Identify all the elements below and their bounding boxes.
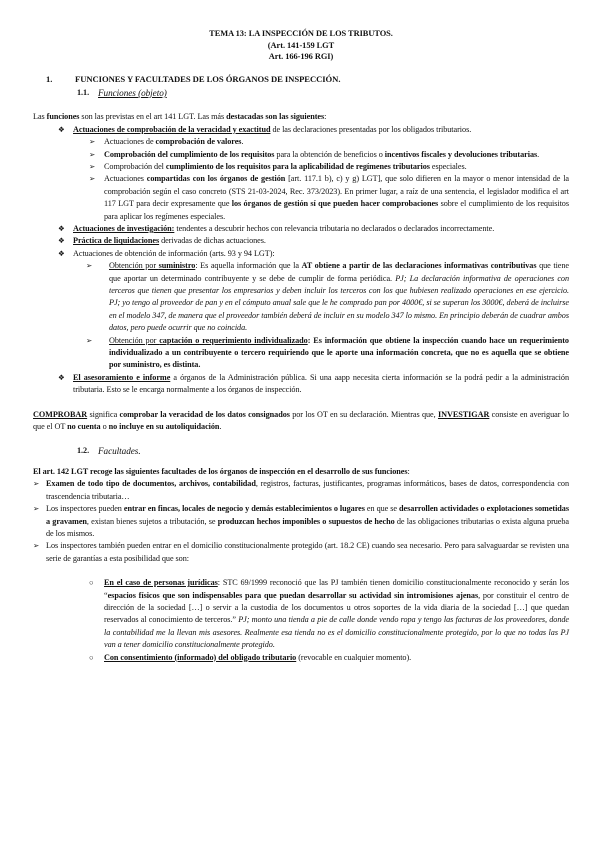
diamond-bullet-icon: ❖ [58, 236, 65, 246]
list-item: ❖ Actuaciones de comprobación de la veracidad y exactitud de las declaraciones presentadas por los obligados tributarios. [33, 124, 569, 136]
subsection-heading [33, 87, 569, 99]
list-item: ➢ Obtención por captación o requerimiento individualizado: Es información que obtiene la inspección cuando hace un requerimiento individualizado a un contribuyente o tercero requiriendo que le aporte una información concreta, que no es aquella que se obtiene por suministro, es distinta. [86, 335, 569, 370]
circle-bullet-icon: ○ [89, 578, 94, 588]
faculties-intro: El art. 142 LGT recoge las siguientes facultades de los órganos de inspección en el desarrollo de sus funciones: [33, 466, 410, 476]
list-item: ○ En el caso de personas jurídicas: STC 69/1999 reconoció que las PJ también tienen domicilio constitucionalmente reconocido y serán los “espacios físicos que son indispensables para que puedan desarrollar su actividad sin intromisiones ajenas, por constituir el centro de dirección de la sociedad […] o servir a la custodia de los documentos u otros soportes de la vida diaria de la sociedad […] que quedan reservados al conocimiento de terceros.” PJ; monto una tienda a pie de calle donde vendo ropa y tengo las facturas de los proveedores, donde la contabilidad me la llevan mis asesores. Realmente esa tienda no es el domicilio constitucionalmente protegido, por lo que no todas las PJ van a tener domicilio constitucionalmente protegido. [89, 578, 570, 650]
arrow-bullet-icon: ➢ [89, 149, 96, 159]
subsection-number: 1.1. [77, 87, 90, 97]
arrow-bullet-icon: ➢ [89, 137, 96, 147]
list-item: ➢ Obtención por suministro: Es aquella información que la AT obtiene a partir de las declaraciones informativas contributivas que tiene que aportar un determinado contribuyente y se debe de cumplir de forma periódica. PJ; La declaración informativa de operaciones con terceros que tienen que presentar los empresarios y deben incluir los terceros con los que hubiesen realizado operaciones en ese ejercicio. PJ; yo tengo al proveedor de pan y en el cómputo anual sale que le he comprado pan por 4000€, si se superan los 3000€, deberá de incluirse en el modelo 347, de manera que el proveedor también deberá de incluir en su modelo 347 lo mismo. En principio deberán de cuadrar ambos datos, pero puede ocurrir que no coincida. [86, 261, 570, 333]
subsection-number: 1.2. [77, 446, 90, 456]
arrow-bullet-icon: ➢ [33, 541, 40, 551]
diamond-bullet-icon: ❖ [58, 248, 65, 258]
list-item: ❖ Actuaciones de obtención de información (arts. 93 y 94 LGT): [33, 248, 569, 260]
subsection-heading [33, 445, 569, 457]
circle-bullet-icon: ○ [89, 652, 94, 662]
list-item: ➢ Los inspectores pueden entrar en fincas, locales de negocio y demás establecimientos o lugares en que se desarrollen actividades o explotaciones sometidas a gravamen, existan bienes sujetos a tributación, se produzcan hechos imponibles o supuestos de hecho de las obligaciones tributarias o exista alguna prueba de los mismos. [33, 504, 569, 538]
list-item: ➢ Comprobación del cumplimiento de los requisitos para la aplicabilidad de regímenes tributarios especiales. [33, 161, 569, 173]
section-title: FUNCIONES Y FACULTADES DE LOS ÓRGANOS DE INSPECCIÓN. [75, 73, 341, 84]
arrow-bullet-icon: ➢ [33, 504, 40, 514]
arrow-bullet-icon: ➢ [89, 174, 96, 184]
list-item: ❖ Práctica de liquidaciones derivadas de dichas actuaciones. [33, 235, 569, 247]
list-item: ❖ Actuaciones de investigación: tendentes a descubrir hechos con relevancia tributaria no declarados o declarados incorrectamente. [33, 223, 569, 235]
subsection-title: Facultades. [98, 446, 141, 457]
title-line: Art. 166-196 RGI) [268, 52, 334, 61]
list-item: ❖ El asesoramiento e informe a órganos de la Administración pública. Si una aapp necesita cierta información se la podrá pedir a la administración tributaria. Esto se le encarga normalmente a los órganos de inspección. [58, 372, 569, 395]
list-item: ○ Con consentimiento (informado) del obligado tributario (revocable en cualquier momento). [33, 652, 569, 664]
arrow-bullet-icon: ➢ [33, 479, 40, 489]
document-title [33, 28, 569, 63]
arrow-bullet-icon: ➢ [86, 261, 93, 271]
diamond-bullet-icon: ❖ [58, 372, 65, 382]
list-item: ➢ Los inspectores también pueden entrar en el domicilio constitucionalmente protegido (art. 18.2 CE) cuando sea necesario. Pero para salvaguardar se revisten una serie de garantías a esta posibilidad que son: [33, 541, 569, 563]
list-item: ➢ Actuaciones de comprobación de valores. [33, 136, 569, 148]
diamond-bullet-icon: ❖ [58, 223, 65, 233]
subsection-title: Funciones (objeto) [98, 87, 167, 98]
section-number: 1. [46, 73, 53, 84]
list-item: ➢ Comprobación del cumplimiento de los requisitos para la obtención de beneficios o incentivos fiscales y devoluciones tributarias. [33, 149, 569, 161]
title-line: (Art. 141-159 LGT [267, 40, 335, 50]
title-line: TEMA 13: LA INSPECCIÓN DE LOS TRIBUTOS. [209, 29, 393, 38]
arrow-bullet-icon: ➢ [86, 335, 93, 345]
compare-paragraph: COMPROBAR significa comprobar la veracidad de los datos consignados por los OT en su declaración. Mientras que, INVESTIGAR consiste en averiguar lo que el OT no cuenta o no incluye en su autoliquidación. [33, 409, 569, 432]
intro-paragraph: Las funciones son las previstas en el art 141 LGT. Las más destacadas son las siguientes: [33, 112, 327, 122]
section-heading [33, 73, 569, 85]
list-item: ➢ Actuaciones compartidas con los órganos de gestión [art. 117.1 b), c) y g) LGT], que solo difieren en la mayor o menor intensidad de la comprobación según el caso concreto (STS 21-03-2024, Rec. 373/2023). En primer lugar, a raíz de una sentencia, el legislador modifica el art 117 LGT para decir expresamente que los órganos de gestión sí que pueden hacer comprobaciones sobre el cumplimiento de los requisitos para aplicar los regímenes especiales. [89, 174, 569, 221]
arrow-bullet-icon: ➢ [89, 161, 96, 171]
diamond-bullet-icon: ❖ [58, 124, 65, 134]
list-item: ➢ Examen de todo tipo de documentos, archivos, contabilidad, registros, facturas, justificantes, programas informáticos, bases de datos, correspondencia con trascendencia tributaria… [33, 479, 569, 501]
